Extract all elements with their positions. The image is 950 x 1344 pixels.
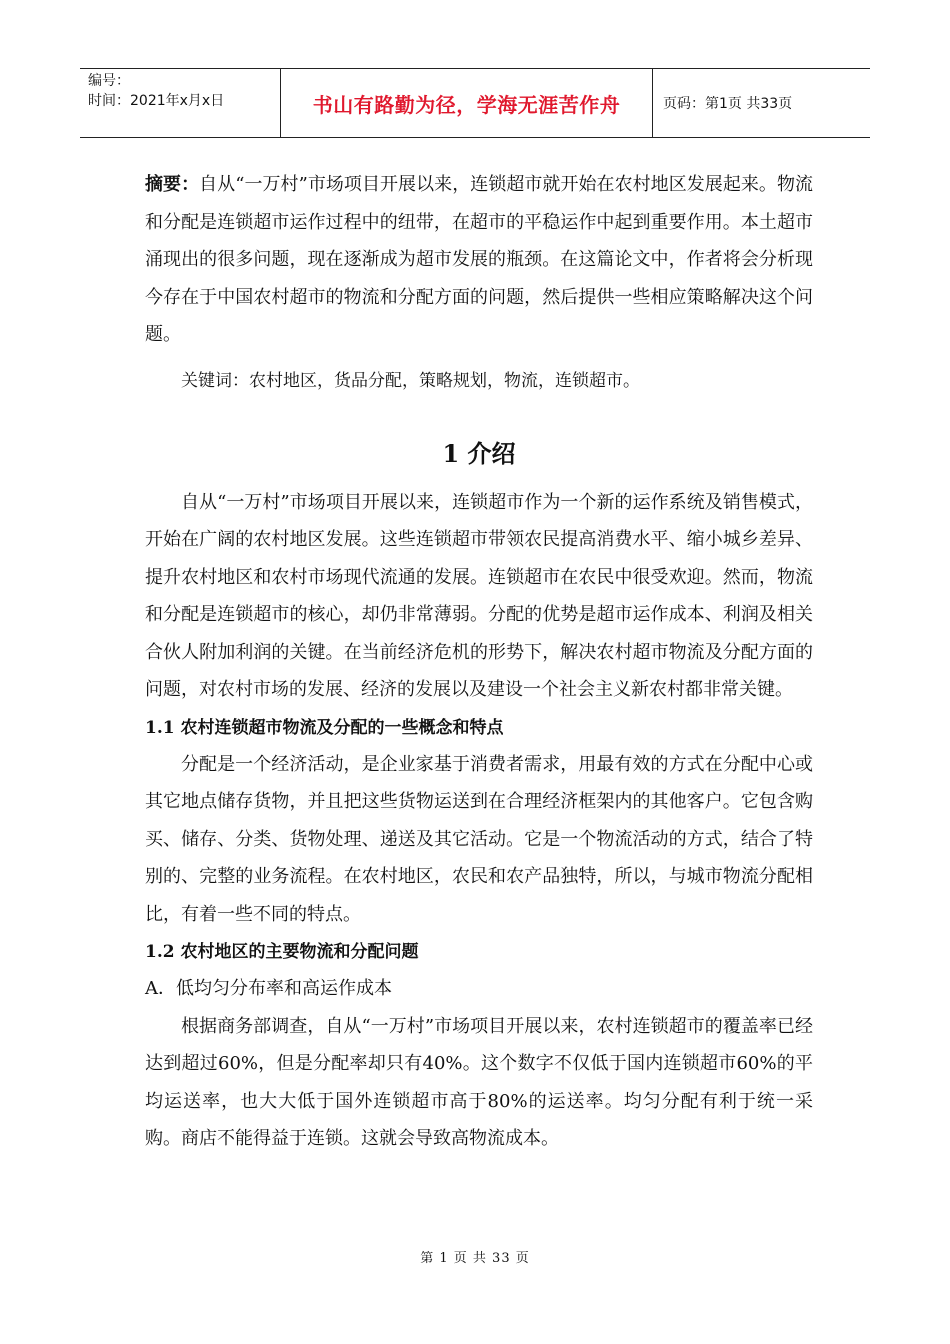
keywords: 关键词：农村地区，货品分配，策略规划，物流，连锁超市。 (181, 370, 640, 391)
document-header (80, 68, 870, 138)
header-page-label: 页码：第1页 共33页 (663, 96, 793, 112)
abstract-paragraph (145, 166, 813, 354)
header-page-cell (653, 69, 870, 137)
header-meta (80, 69, 281, 137)
section-1-2-subheading-a: A．低均匀分布率和高运作成本 (145, 978, 392, 999)
abstract-text: 自从“一万村”市场项目开展以来，连锁超市就开始在农村地区发展起来。物流和分配是连锁超市运作过程中的纽带，在超市的平稳运作中起到重要作用。本土超市涌现出的很多问题，现在逐渐成为超市发展的瓶颈。在这篇论文中，作者将会分析现今存在于中国农村超市的物流和分配方面的问题，然后提供一些相应策略解决这个问题。 (145, 174, 814, 345)
header-motto-cell (281, 69, 653, 137)
section-1-2-paragraph: 根据商务部调查，自从“一万村”市场项目开展以来，农村连锁超市的覆盖率已经达到超过60%，但是分配率却只有40%。这个数字不仅低于国内连锁超市60%的平均运送率，也大大低于国外连锁超市高于80%的运送率。均匀分配有利于统一采购。商店不能得益于连锁。这就会导致高物流成本。 (145, 1015, 813, 1149)
page-footer: 第 1 页 共 33 页 (420, 1251, 530, 1266)
number-label: 编号： (88, 73, 130, 89)
document-body (145, 166, 813, 1158)
section-1-title: 1 介绍 (442, 438, 516, 468)
section-1-2-title: 1.2 农村地区的主要物流和分配问题 (145, 942, 419, 962)
section-1-1-paragraph: 分配是一个经济活动，是企业家基于消费者需求，用最有效的方式在分配中心或其它地点储存货物，并且把这些货物运送到在合理经济框架内的其他客户。它包含购买、储存、分类、货物处理、递送及其它活动。它是一个物流活动的方式，结合了特别的、完整的业务流程。在农村地区，农民和农产品独特，所以，与城市物流分配相比，有着一些不同的特点。 (145, 753, 813, 925)
section-1-1-title: 1.1 农村连锁超市物流及分配的一些概念和特点 (145, 717, 504, 738)
abstract-label: 摘要： (145, 174, 200, 195)
header-motto: 书山有路勤为径，学海无涯苦作舟 (312, 92, 621, 117)
section-1-paragraph: 自从“一万村”市场项目开展以来，连锁超市作为一个新的运作系统及销售模式，开始在广阔的农村地区发展。这些连锁超市带领农民提高消费水平、缩小城乡差异、提升农村地区和农村市场现代流通的发展。连锁超市在农民中很受欢迎。然而，物流和分配是连锁超市的核心，却仍非常薄弱。分配的优势是超市运作成本、利润及相关合伙人附加利润的关键。在当前经济危机的形势下，解决农村超市物流及分配方面的问题，对农村市场的发展、经济的发展以及建设一个社会主义新农村都非常关键。 (145, 491, 813, 700)
date-label: 时间：2021年x月x日 (88, 93, 225, 109)
